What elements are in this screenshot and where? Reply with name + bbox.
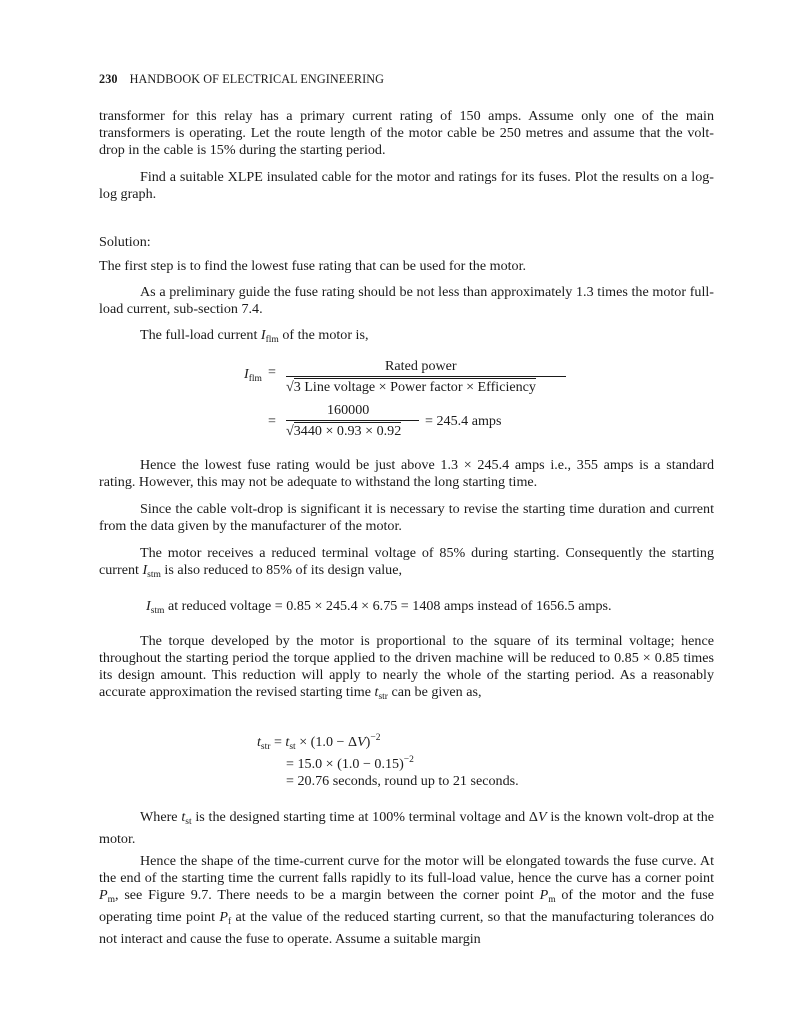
solution-heading: Solution:: [99, 234, 151, 250]
paragraph-3: The first step is to find the lowest fuse rating that can be used for the motor.: [99, 258, 527, 274]
page-number: 230: [99, 72, 118, 86]
paragraph-7: Since the cable volt-drop is significant it is necessary to revise the starting time duration and current from the data given by the manufacturer of the motor.: [99, 501, 714, 534]
paragraph-4: As a preliminary guide the fuse rating should be not less than approximately 1.3 times the motor full-load current, sub-section 7.4.: [99, 284, 714, 317]
running-header: [99, 71, 384, 88]
paragraph-2: Find a suitable XLPE insulated cable for the motor and ratings for its fuses. Plot the results on a log-log graph.: [99, 169, 714, 202]
fraction-numerator: Rated power: [385, 358, 457, 374]
starting-current-equation: $I_{stm}$ at reduced voltage = 0.85 × 245.4 × 6.75 = 1408 amps instead of 1656.5 amps.: [146, 598, 612, 616]
paragraph-10: The torque developed by the motor is proportional to the square of its terminal voltage; hence throughout the starting period the torque applied to the driven machine will be reduced to 0.85 × 0.85 times its design amount. This reduction will apply to nearly the whole of the starting period. As a reasonably accurate approximation the revised starting time $t_{str}$ can be given as,: [99, 633, 714, 702]
fraction-bar: [286, 376, 566, 377]
paragraph-11: Where $t_{st}$ is the designed starting time at 100% terminal voltage and ΔV is the known volt-drop at the motor.: [99, 809, 714, 847]
fraction-denominator-2: √3440 × 0.93 × 0.92: [286, 423, 402, 439]
fraction-numerator-2: 160000: [327, 402, 370, 418]
paragraph-6: Hence the lowest fuse rating would be just above 1.3 × 245.4 amps i.e., 355 amps is a standard rating. However, this may not be adequate to withstand the long starting time.: [99, 457, 714, 490]
equation-result: = 245.4 amps: [425, 413, 502, 429]
fraction-bar-2: [286, 420, 419, 421]
running-title: HANDBOOK OF ELECTRICAL ENGINEERING: [129, 72, 385, 86]
fraction-denominator: √3 Line voltage × Power factor × Efficiency: [286, 379, 536, 395]
paragraph-5: The full-load current $I_{flm}$ of the motor is,: [140, 327, 369, 345]
paragraph-1: transformer for this relay has a primary current rating of 150 amps. Assume only one of the main transformers is operating. Let the route length of the motor cable be 250 metres and assume that the volt-drop in the cable is 15% during the starting period.: [99, 108, 714, 158]
paragraph-8: The motor receives a reduced terminal voltage of 85% during starting. Consequently the starting current $I_{stm}$ is also reduced to 85% of its design value,: [99, 545, 714, 580]
paragraph-12: Hence the shape of the time-current curve for the motor will be elongated towards the fuse curve. At the end of the starting time the current falls rapidly to its full-load value, hence the curve has a corner point $P_m$, see Figure 9.7. There needs to be a margin between the corner point $P_m$ of the motor and the fuse operating time point $P_f$ at the value of the reduced starting current, so that the manufacturing tolerances do not interact and cause the fuse to operate. Assume a suitable margin: [99, 853, 715, 947]
